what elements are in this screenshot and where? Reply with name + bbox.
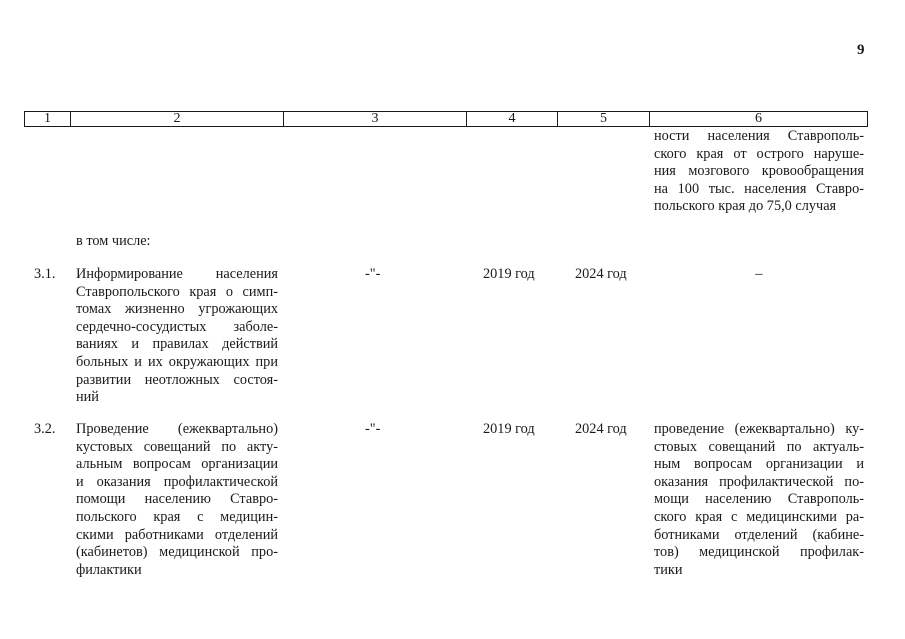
row-name-line: помощи населению Ставро- <box>76 491 278 508</box>
row-name-line: ваниях и правилах действий <box>76 336 278 353</box>
row-name-line: развитии неотложных состоя- <box>76 371 278 388</box>
row-name-line: ний <box>76 389 99 406</box>
row-result-line: ского края с медицинскими ра- <box>654 508 864 525</box>
including-label: в том числе: <box>76 233 151 249</box>
column-header-2: 2 <box>71 112 284 126</box>
row-result <box>654 421 864 579</box>
row-name-line: скими работниками отделений <box>76 526 278 543</box>
row-name-line: больных и их окружающих при <box>76 353 278 370</box>
continuation-result-line: на 100 тыс. населения Ставро- <box>654 180 864 197</box>
row-executor: -"- <box>365 266 381 282</box>
row-start-date: 2019 год <box>483 266 535 282</box>
column-header-6: 6 <box>755 111 762 126</box>
row-result-line: тов) медицинской профилак- <box>654 544 864 561</box>
continuation-result-line: ния мозгового кровообращения <box>654 163 864 180</box>
column-header-1: 1 <box>25 112 71 126</box>
row-number: 3.2. <box>34 421 56 437</box>
row-number: 3.1. <box>34 266 56 282</box>
row-result-line: мощи населению Ставрополь- <box>654 491 864 508</box>
row-name-line: альным вопросам организации <box>76 456 278 473</box>
column-header-4: 4 <box>467 112 558 126</box>
row-name <box>76 421 278 579</box>
row-name-line: сердечно-сосудистых заболе- <box>76 318 278 335</box>
row-result: – <box>755 266 763 282</box>
row-name-line: и оказания профилактической <box>76 473 278 490</box>
continuation-result-line: польского края до 75,0 случая <box>654 198 837 215</box>
row-name <box>76 266 278 407</box>
row-result-line: тики <box>654 561 683 578</box>
row-result-line: проведение (ежеквартально) ку- <box>654 421 864 437</box>
row-name-line: томах жизненно угрожающих <box>76 301 278 318</box>
row-start-date: 2019 год <box>483 421 535 437</box>
row-name-line: филактики <box>76 561 142 578</box>
row-name-line: (кабинетов) медицинской про- <box>76 544 278 561</box>
column-header-5: 5 <box>558 112 650 126</box>
row-name-line: Информирование населения <box>76 266 278 282</box>
row-result-line: ботниками отделений (кабине- <box>654 526 864 543</box>
row-result-line: оказания профилактической по- <box>654 473 864 490</box>
row-name-line: польского края с медицин- <box>76 508 278 525</box>
row-name-line: кустовых совещаний по акту- <box>76 438 278 455</box>
continuation-result-line: ности населения Ставрополь- <box>654 128 864 144</box>
row-end-date: 2024 год <box>575 421 627 437</box>
row-name-line: Проведение (ежеквартально) <box>76 421 278 437</box>
row-result-line: ным вопросам организации и <box>654 456 864 473</box>
row-name-line: Ставропольского края о симп- <box>76 283 278 300</box>
page-number: 9 <box>857 42 865 58</box>
column-header-3: 3 <box>284 112 467 126</box>
row-executor: -"- <box>365 421 381 437</box>
continuation-result-line: ского края от острого наруше- <box>654 145 864 162</box>
continuation-result <box>654 128 864 216</box>
row-result-line: стовых совещаний по актуаль- <box>654 438 864 455</box>
row-end-date: 2024 год <box>575 266 627 282</box>
table-header-row <box>24 111 868 127</box>
